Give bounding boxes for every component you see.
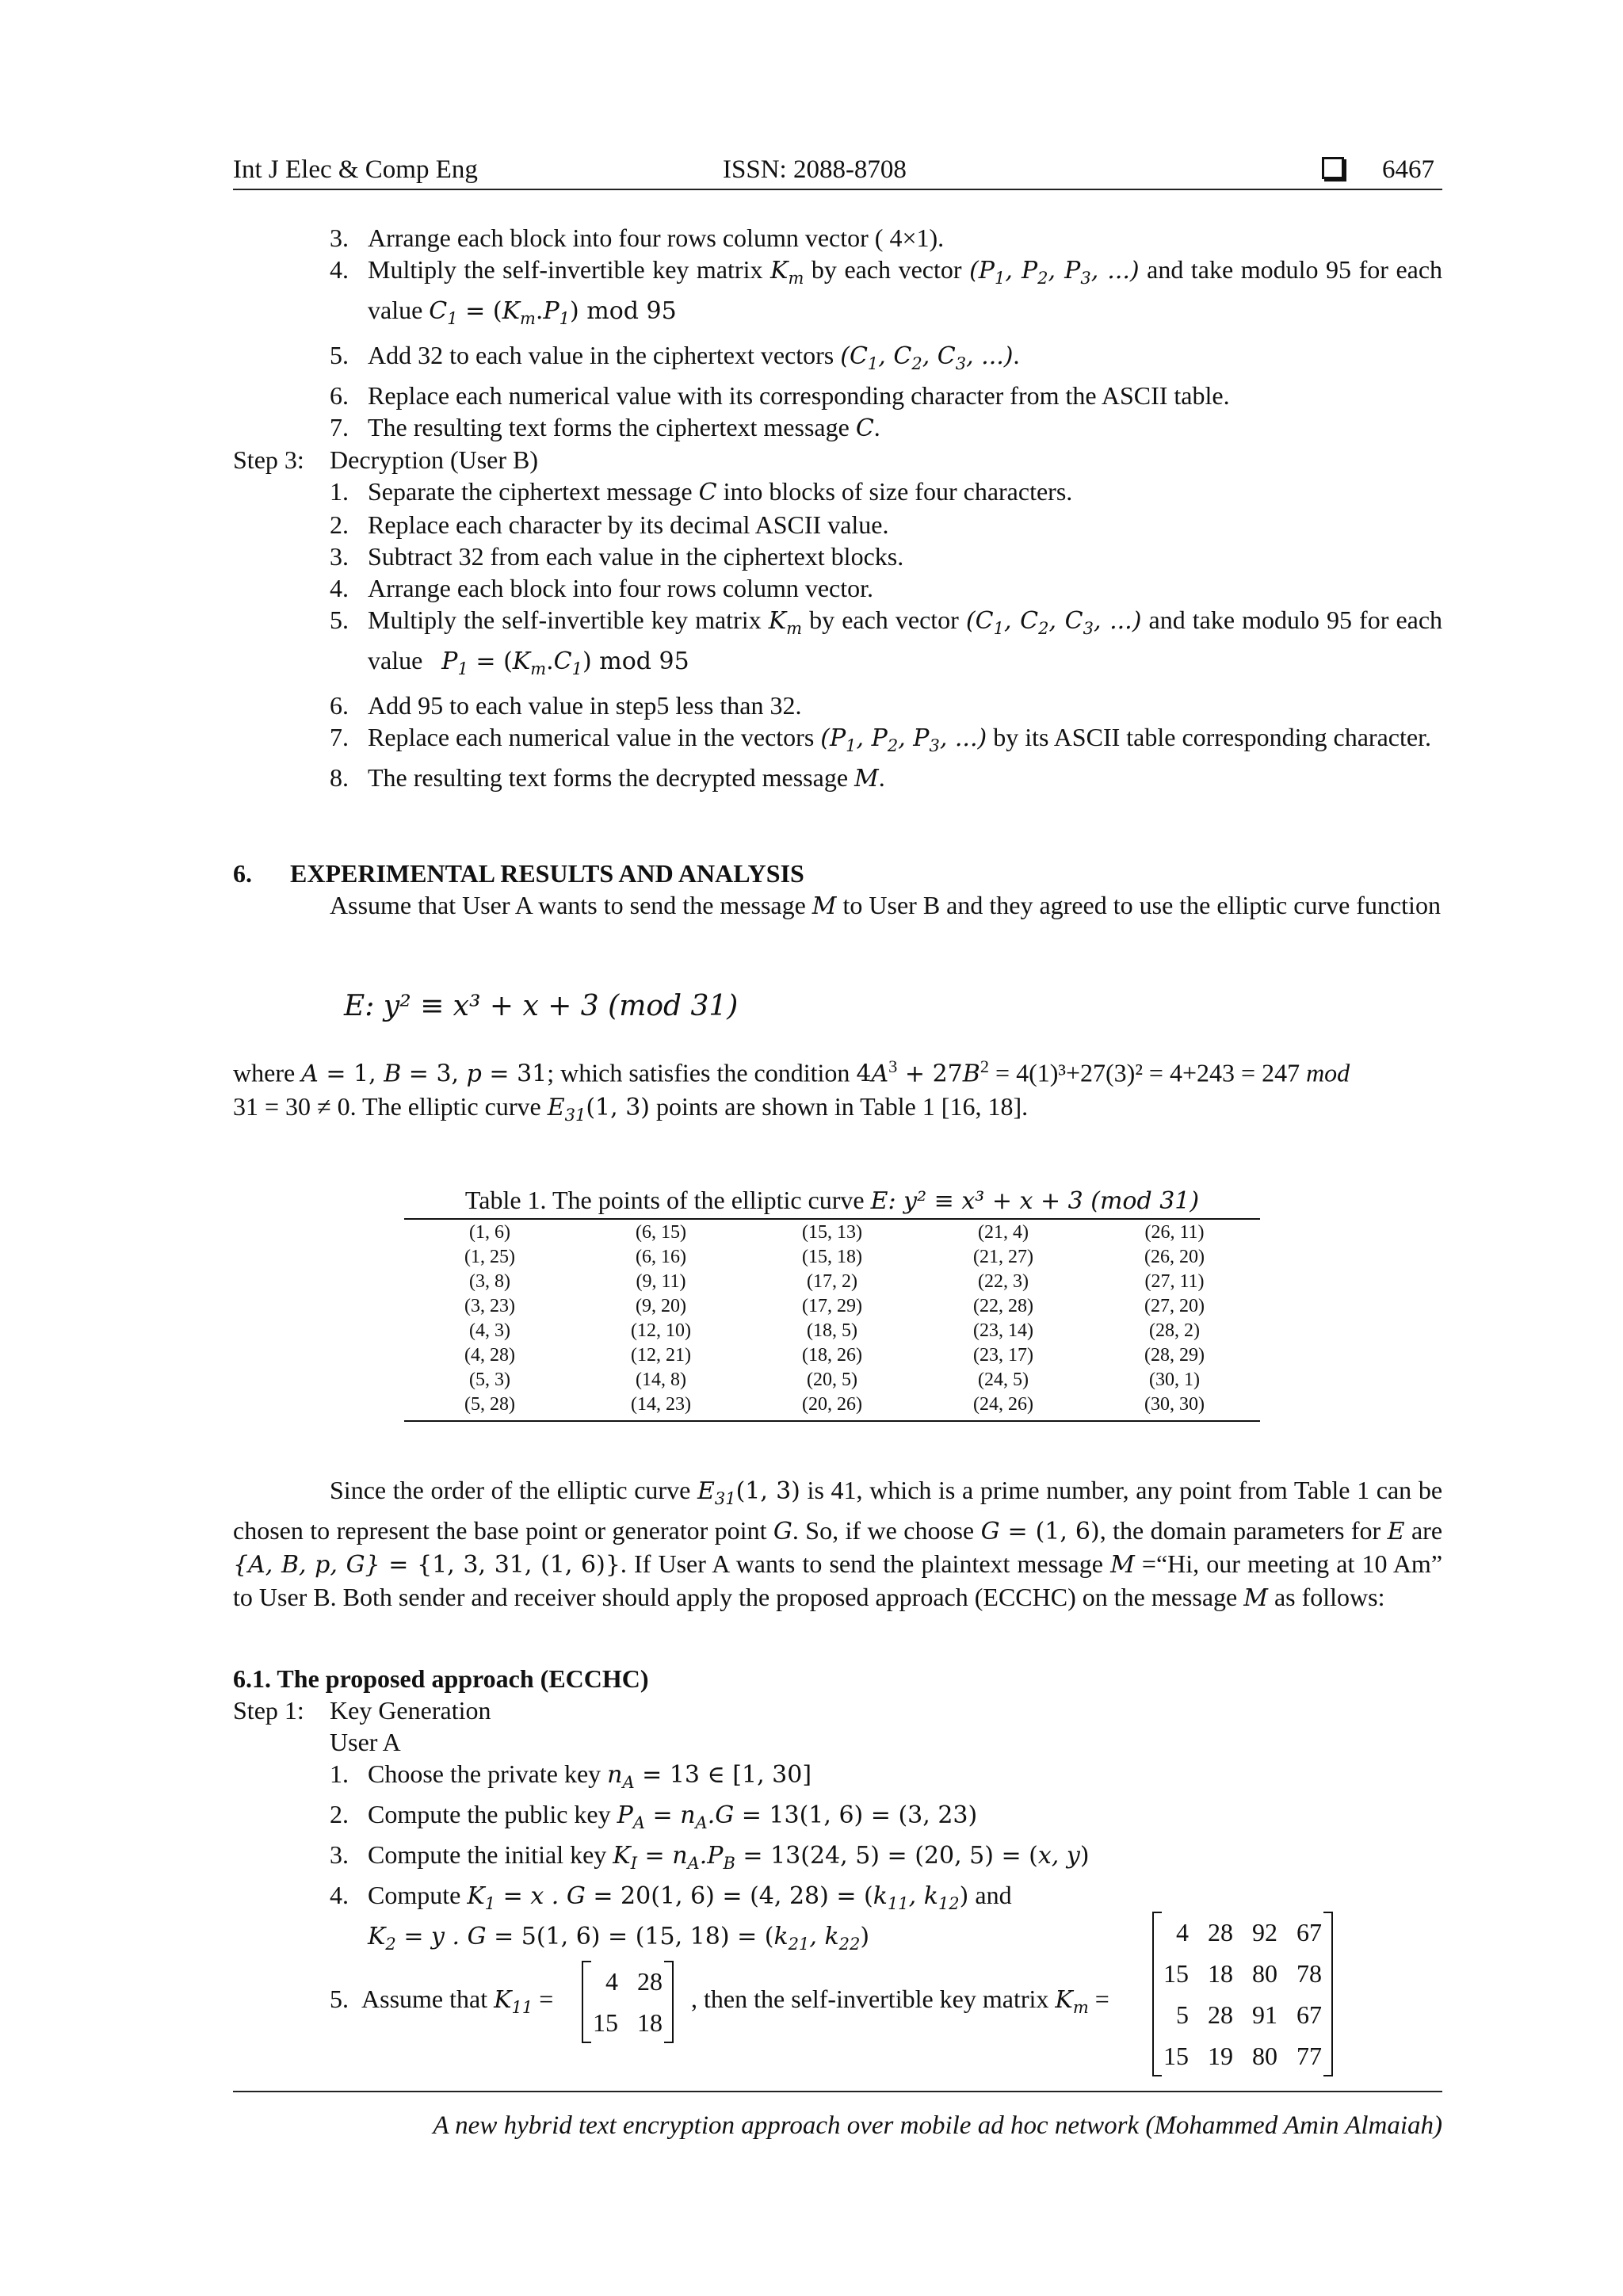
table-cell: (17, 2)	[807, 1271, 857, 1292]
encryption-steps-list	[330, 222, 1442, 445]
list-item: 7. Replace each numerical value in the vectors ($P_1$, $P_2$, $P_3$, ...) by its ASCII table corresponding character.	[330, 723, 1431, 755]
matrix-entry: 28	[1208, 2000, 1233, 2029]
matrix-entry: 67	[1296, 1917, 1322, 1946]
step1-title: Key Generation	[330, 1696, 491, 1725]
equation: E: y² ≡ x³ + x + 3 (mod 31)	[344, 990, 739, 1022]
table-cell: (6, 15)	[636, 1222, 686, 1243]
table-cell: (18, 26)	[802, 1345, 862, 1366]
table-cell: (15, 13)	[802, 1222, 862, 1243]
matrix-entry: 28	[1208, 1917, 1233, 1946]
step1-label: Step 1:	[233, 1696, 304, 1725]
table-cell: (4, 28)	[464, 1345, 515, 1366]
table-cell: (12, 21)	[631, 1345, 691, 1366]
table-bottom-rule	[404, 1420, 1260, 1422]
table-cell: (18, 5)	[807, 1320, 857, 1341]
elliptic-points-table	[404, 1221, 1260, 1417]
table-cell: (5, 28)	[464, 1394, 515, 1415]
list-item: 3. Compute the initial key $K_I = n_A.P_B = 13(24$, 5) = (20, 5) = (x, y)	[330, 1840, 1090, 1873]
table-cell: (27, 20)	[1144, 1296, 1205, 1316]
table-row	[404, 1343, 1260, 1368]
table-row	[404, 1319, 1260, 1343]
matrix-row	[583, 1961, 672, 2002]
list-item: 5. Multiply the self-invertible key matrix $K_m$ by each vector ($C_1$, $C_2$, $C_3$, ...) and take modulo 95 for each value $P_1 = (K_m.C_1)$ mod 95	[330, 606, 1443, 678]
matrix-entry: 28	[637, 1966, 663, 1996]
section-number: 6.	[233, 859, 252, 888]
list-item: 4. Arrange each block into four rows column vector.	[330, 574, 874, 602]
step3-label: Step 3:	[233, 445, 304, 474]
table-cell: (23, 17)	[973, 1345, 1033, 1366]
table-cell: (26, 11)	[1144, 1222, 1205, 1243]
list-item: 1. Choose the private key $n_A = 13$ ∈ [1, 30]	[330, 1759, 812, 1792]
journal-name: Int J Elec & Comp Eng	[233, 155, 478, 184]
table-cell: (30, 30)	[1144, 1394, 1205, 1415]
matrix-row	[583, 2002, 672, 2043]
table-cell: (21, 27)	[973, 1247, 1033, 1267]
table-cell: (28, 29)	[1144, 1345, 1205, 1366]
section-title: EXPERIMENTAL RESULTS AND ANALYSIS	[290, 859, 804, 888]
table-cell: (26, 20)	[1144, 1247, 1205, 1267]
table-cell: (23, 14)	[973, 1320, 1033, 1341]
table-cell: (1, 25)	[464, 1247, 515, 1267]
paragraph: where A = 1, B = 3, p = 31; which satisfies the condition $4A^3 + 27B^2 = 4(1)^3+27(3)^2 = 4+243 = 247$ mod 31 = 30 ≠ 0. The elliptic curve $E_{31}(1$, 3) points are shown in Table 1 [16, 18].	[233, 1056, 1350, 1125]
table-cell: (4, 3)	[469, 1320, 510, 1341]
paragraph: Assume that User A wants to send the message M to User B and they agreed to use the elliptic curve function	[330, 891, 1441, 920]
matrix-entry: 80	[1252, 1958, 1277, 1988]
decryption-steps-list	[330, 476, 1442, 795]
header-rule	[233, 189, 1442, 190]
table-cell: (9, 20)	[636, 1296, 686, 1316]
user-label: User A	[330, 1728, 401, 1756]
matrix-entry: 18	[637, 2008, 663, 2037]
list-item: 3. Subtract 32 from each value in the ciphertext blocks.	[330, 542, 904, 571]
table-cell: (17, 29)	[802, 1296, 862, 1316]
matrix-text: , then the self-invertible key matrix $K_m$ =	[691, 1985, 1109, 2017]
table-cell: (3, 23)	[464, 1296, 515, 1316]
footer-rule	[233, 2091, 1442, 2092]
matrix-entry: 92	[1252, 1917, 1277, 1946]
matrix-entry: 4	[1176, 1917, 1189, 1946]
list-item: 7. The resulting text forms the ciphertext message C.	[330, 413, 880, 442]
matrix-entry: 5	[1176, 2000, 1189, 2029]
list-item: 2. Compute the public key $P_A = n_A.G = 13(1$, 6) = (3, 23)	[330, 1800, 978, 1832]
table-cell: (28, 2)	[1149, 1320, 1200, 1341]
table-caption: Table 1. The points of the elliptic curve E: y² ≡ x³ + x + 3 (mod 31)	[464, 1186, 1200, 1215]
matrix-row	[1154, 2035, 1331, 2076]
table-top-rule	[404, 1218, 1260, 1220]
list-item: 4. Multiply the self-invertible key matrix $K_m$ by each vector ($P_1$, $P_2$, $P_3$, ...) and take modulo 95 for each value $C_1 = (K_m.P_1)$ mod 95	[330, 255, 1443, 328]
paragraph: Since the order of the elliptic curve $E_{31}(1$, 3) is 41, which is a prime number, any point from Table 1 can be chosen to represent the base point or generator point G. So, if we choose G = (1, 6), the domain parameters for E are {A, B, p, G} = {1, 3, 31, (1, 6)}. If User A wants to send the plaintext message M =“Hi, our meeting at 10 Am” to User B. Both sender and receiver should apply the proposed approach (ECCHC) on the message M as follows:	[233, 1476, 1443, 1612]
matrix-row	[1154, 1953, 1331, 1994]
table-cell: (20, 26)	[802, 1394, 862, 1415]
list-item: 5. Add 32 to each value in the ciphertext vectors ($C_1$, $C_2$, $C_3$, ...).	[330, 341, 1020, 373]
page-number: 6467	[1382, 155, 1434, 184]
table-cell: (24, 5)	[978, 1370, 1029, 1390]
table-cell: (24, 26)	[973, 1394, 1033, 1415]
matrix-row	[1154, 1912, 1331, 1953]
table-cell: (3, 8)	[469, 1271, 510, 1292]
square-icon	[1322, 155, 1344, 185]
matrix-entry: 78	[1296, 1958, 1322, 1988]
matrix-entry: 77	[1296, 2041, 1322, 2070]
matrix-entry: 15	[1163, 2041, 1189, 2070]
list-item: 1. Separate the ciphertext message C into blocks of size four characters.	[330, 477, 1073, 506]
table-cell: (20, 5)	[807, 1370, 857, 1390]
table-cell: (6, 16)	[636, 1247, 686, 1267]
table-cell: (14, 8)	[636, 1370, 686, 1390]
table-cell: (22, 28)	[973, 1296, 1033, 1316]
table-cell: (21, 4)	[978, 1222, 1029, 1243]
table-row	[404, 1270, 1260, 1294]
table-row	[404, 1294, 1260, 1319]
matrix-entry: 18	[1208, 1958, 1233, 1988]
running-footer: A new hybrid text encryption approach over mobile ad hoc network (Mohammed Amin Almaiah)	[433, 2111, 1442, 2140]
table-row	[404, 1392, 1260, 1417]
list-item: 5. Assume that $K_{11}$ =	[330, 1985, 554, 2017]
issn: ISSN: 2088-8708	[723, 155, 907, 184]
list-item: 6. Replace each numerical value with its corresponding character from the ASCII table.	[330, 381, 1230, 410]
matrix-entry: 67	[1296, 2000, 1322, 2029]
table-row	[404, 1221, 1260, 1245]
list-item: 3. Arrange each block into four rows column vector ( 4×1).	[330, 223, 945, 252]
table-cell: (9, 11)	[636, 1271, 686, 1292]
subsection-title: 6.1. The proposed approach (ECCHC)	[233, 1664, 649, 1693]
table-row	[404, 1368, 1260, 1392]
table-cell: (5, 3)	[469, 1370, 510, 1390]
list-item: 8. The resulting text forms the decrypted message M.	[330, 763, 885, 793]
table-cell: (27, 11)	[1144, 1271, 1205, 1292]
table-cell: (14, 23)	[631, 1394, 691, 1415]
matrix-entry: 91	[1252, 2000, 1277, 2029]
step3-title: Decryption (User B)	[330, 445, 539, 474]
matrix-entry: 19	[1208, 2041, 1233, 2070]
list-item: 4. Compute $K_1 = x$ . G = 20(1, 6) = (4, $28) = (k_{11}$, $k_{12}$) and $K_2 = y$ . G = 5(1, 6) = (15, $18) = (k_{21}$, $k_{22}$)	[330, 1881, 1012, 1954]
matrix-entry: 80	[1252, 2041, 1277, 2070]
k11-matrix	[582, 1961, 674, 2043]
table-cell: (15, 18)	[802, 1247, 862, 1267]
table-cell: (12, 10)	[631, 1320, 691, 1341]
matrix-entry: 15	[593, 2008, 618, 2037]
km-matrix	[1152, 1912, 1333, 2076]
table-cell: (1, 6)	[469, 1222, 510, 1243]
table-row	[404, 1245, 1260, 1270]
matrix-entry: 4	[605, 1966, 618, 1996]
matrix-row	[1154, 1994, 1331, 2035]
table-cell: (30, 1)	[1149, 1370, 1200, 1390]
matrix-entry: 15	[1163, 1958, 1189, 1988]
table-cell: (22, 3)	[978, 1271, 1029, 1292]
list-item: 2. Replace each character by its decimal ASCII value.	[330, 510, 889, 539]
list-item: 6. Add 95 to each value in step5 less than 32.	[330, 691, 802, 720]
